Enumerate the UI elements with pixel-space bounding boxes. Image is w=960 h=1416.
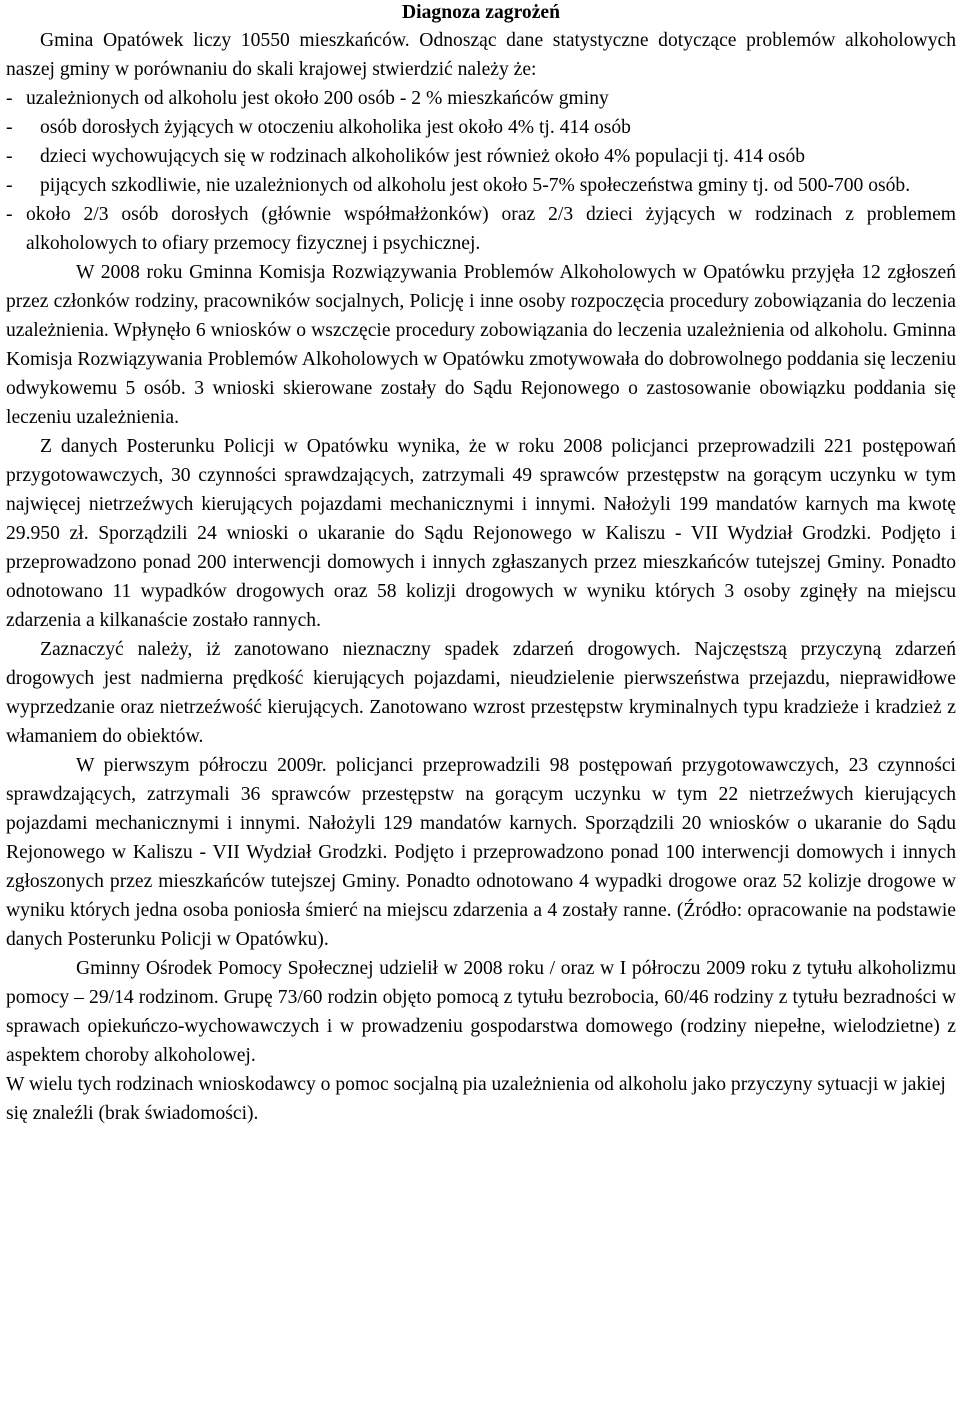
- intro-paragraph: Gmina Opatówek liczy 10550 mieszkańców. Odnosząc dane statystyczne dotyczące problemów alkoholowych naszej gminy w porównaniu do skali krajowej stwierdzić należy że:: [6, 30, 956, 80]
- list-item-text: uzależnionych od alkoholu jest około 200 osób - 2 % mieszkańców gminy: [26, 88, 609, 109]
- list-item: [6, 113, 956, 142]
- list-item-text: około 2/3 osób dorosłych (głównie współmałżonków) oraz 2/3 dzieci żyjących w rodzinach z problemem alkoholowych to ofiary przemocy fizycznej i psychicznej.: [26, 204, 956, 254]
- list-item: [6, 142, 956, 171]
- list-dash: -: [6, 204, 13, 225]
- list-dash: -: [6, 175, 13, 196]
- list-dash: -: [6, 117, 13, 138]
- body-paragraph: Zaznaczyć należy, iż zanotowano nieznaczny spadek zdarzeń drogowych. Najczęstszą przyczyną zdarzeń drogowych jest nadmierna prędkość kierujących pojazdami, nieudzielenie pierwszeństwa przejazdu, nieprawidłowe wyprzedzanie oraz nietrzeźwość kierujących. Zanotowano wzrost przestępstw kryminalnych typu kradzieże i kradzież z włamaniem do obiektów.: [6, 639, 956, 747]
- list-item: [6, 200, 956, 258]
- body-paragraph: W 2008 roku Gminna Komisja Rozwiązywania Problemów Alkoholowych w Opatówku przyjęła 12 zgłoszeń przez członków rodziny, pracowników socjalnych, Policję i inne osoby rozpoczęcia procedury zobowiązania do leczenia uzależnienia. Wpłynęło 6 wniosków o wszczęcie procedury zobowiązania do leczenia uzależnienia od alkoholu. Gminna Komisja Rozwiązywania Problemów Alkoholowych w Opatówku zmotywowała do dobrowolnego poddania się leczeniu odwykowemu 5 osób. 3 wnioski skierowane zostały do Sądu Rejonowego o zastosowanie obowiązku poddania się leczeniu uzależnienia.: [6, 262, 956, 428]
- list-dash: -: [6, 88, 13, 109]
- list-item: [6, 171, 956, 200]
- body-paragraph: W pierwszym półroczu 2009r. policjanci przeprowadzili 98 postępowań przygotowawczych, 23 czynności sprawdzających, zatrzymali 36 sprawców przestępstw na gorącym uczynku w tym 22 nietrzeźwych kierujących pojazdami mechanicznymi i innymi. Nałożyli 129 mandatów karnych. Sporządzili 20 wniosków o ukaranie do Sądu Rejonowego w Kaliszu - VII Wydział Grodzki. Podjęto i przeprowadzono ponad 100 interwencji domowych i innych zgłoszonych przez mieszkańców tutejszej Gminy. Ponadto odnotowano 4 wypadki drogowe oraz 52 kolizje drogowe w wyniku których jedna osoba poniosła śmierć na miejscu zdarzenia a 4 zostały ranne. (Źródło: opracowanie na podstawie danych Posterunku Policji w Opatówku).: [6, 755, 956, 950]
- list-item-text: dzieci wychowujących się w rodzinach alkoholików jest również około 4% populacji tj. 414 osób: [40, 146, 806, 167]
- body-paragraph: Z danych Posterunku Policji w Opatówku wynika, że w roku 2008 policjanci przeprowadzili 221 postępowań przygotowawczych, 30 czynności sprawdzających, zatrzymali 49 sprawców przestępstw na gorącym uczynku w tym najwięcej nietrzeźwych kierujących pojazdami mechanicznymi i innymi. Nałożyli 199 mandatów karnych ma kwotę 29.950 zł. Sporządzili 24 wnioski o ukaranie do Sądu Rejonowego w Kaliszu - VII Wydział Grodzki. Podjęto i przeprowadzono ponad 200 interwencji domowych i innych zgłaszanych przez mieszkańców tutejszej Gminy. Ponadto odnotowano 11 wypadków drogowych oraz 58 kolizji drogowych w wyniku których 3 osoby zginęły na miejscu zdarzenia a kilkanaście zostało rannych.: [6, 436, 956, 631]
- body-paragraph: Gminny Ośrodek Pomocy Społecznej udzielił w 2008 roku / oraz w I półroczu 2009 roku z tytułu alkoholizmu pomocy – 29/14 rodzinom. Grupę 73/60 rodzin objęto pomocą z tytułu bezrobocia, 60/46 rodziny z tytułu bezradności w sprawach opiekuńczo-wychowawczych i w prowadzeniu gospodarstwa domowego (rodziny niepełne, wielodzietne) z aspektem choroby alkoholowej.: [6, 958, 956, 1066]
- list-item-text: osób dorosłych żyjących w otoczeniu alkoholika jest około 4% tj. 414 osób: [40, 117, 631, 138]
- document-page: [6, 0, 956, 1128]
- document-title: Diagnoza zagrożeń: [402, 2, 560, 23]
- closing-paragraph: W wielu tych rodzinach wnioskodawcy o pomoc socjalną pia uzależnienia od alkoholu jako przyczyny sytuacji w jakiej się znaleźli (brak świadomości).: [6, 1074, 946, 1124]
- list-dash: -: [6, 146, 13, 167]
- list-item-text: pijących szkodliwie, nie uzależnionych od alkoholu jest około 5-7% społeczeństwa gminy tj. od 500-700 osób.: [40, 175, 911, 196]
- statistics-list: [6, 84, 956, 258]
- list-item: [6, 84, 956, 113]
